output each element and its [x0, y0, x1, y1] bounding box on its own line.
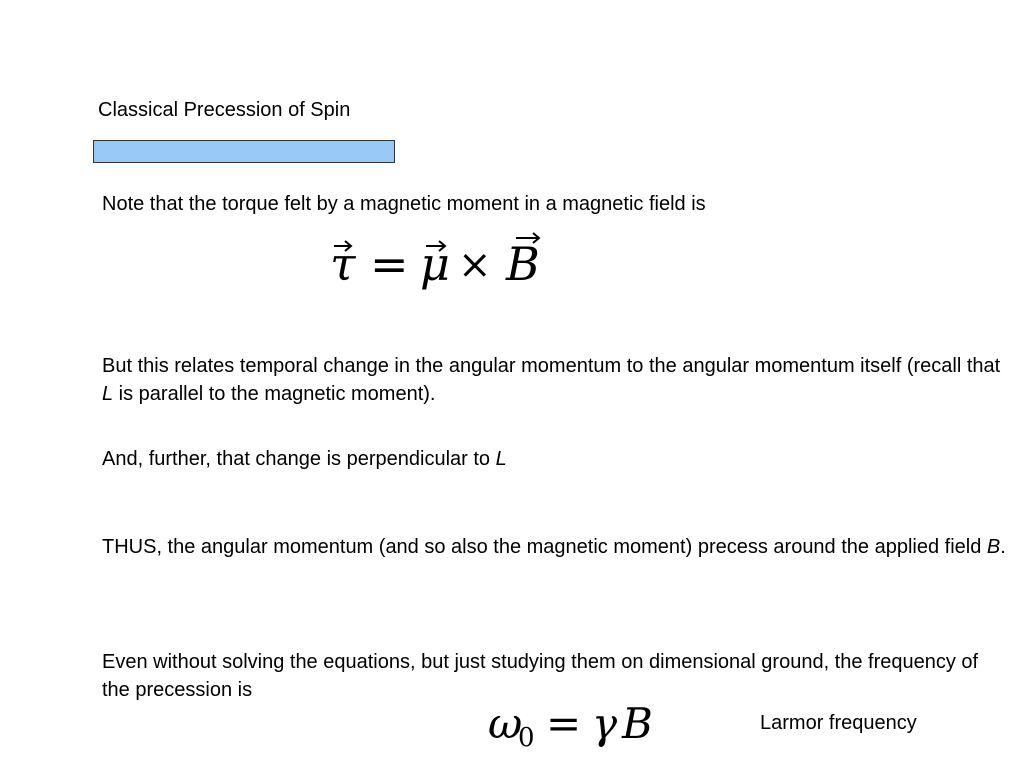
- omega-symbol: ω: [488, 700, 523, 748]
- paragraph-perpendicular-italic-l: L: [495, 448, 507, 470]
- paragraph-precession-italic-b: B: [986, 536, 1001, 558]
- paragraph-angular-momentum-italic-l: L: [102, 383, 114, 405]
- larmor-equals-sign: =: [546, 700, 582, 748]
- torque-equation: [326, 228, 556, 292]
- times-sign: ×: [458, 242, 492, 288]
- gamma-symbol: γ: [592, 700, 618, 748]
- paragraph-precession-part1: THUS, the angular momentum (and so also the magnetic moment) precess around the applied field: [102, 536, 987, 558]
- larmor-b-symbol: B: [622, 700, 653, 748]
- mu-symbol: μ: [420, 237, 450, 291]
- equals-sign: =: [370, 237, 409, 291]
- paragraph-angular-momentum-part2: is parallel to the magnetic moment).: [113, 383, 436, 405]
- paragraph-angular-momentum: [102, 352, 1002, 408]
- paragraph-precession: [102, 533, 1007, 561]
- b-field-symbol: B: [506, 237, 540, 291]
- paragraph-frequency: Even without solving the equations, but just studying them on dimensional ground, the frequency of the precession is: [102, 651, 979, 701]
- larmor-frequency-label: Larmor frequency: [760, 712, 917, 734]
- paragraph-precession-part2: .: [1000, 536, 1006, 558]
- paragraph-torque-intro: Note that the torque felt by a magnetic moment in a magnetic field is: [102, 193, 706, 215]
- paragraph-perpendicular: [102, 445, 507, 473]
- paragraph-angular-momentum-part1: But this relates temporal change in the angular momentum to the angular momentum itself (recall that: [102, 355, 1001, 377]
- title-underline-bar: [93, 140, 395, 163]
- larmor-equation: [486, 700, 676, 752]
- omega-subscript: 0: [518, 723, 535, 752]
- tau-symbol: τ: [330, 237, 356, 291]
- paragraph-perpendicular-part1: And, further, that change is perpendicular to: [102, 448, 496, 470]
- torque-equation-svg: [326, 228, 556, 292]
- slide-title: Classical Precession of Spin: [98, 99, 351, 121]
- larmor-equation-svg: [486, 700, 676, 752]
